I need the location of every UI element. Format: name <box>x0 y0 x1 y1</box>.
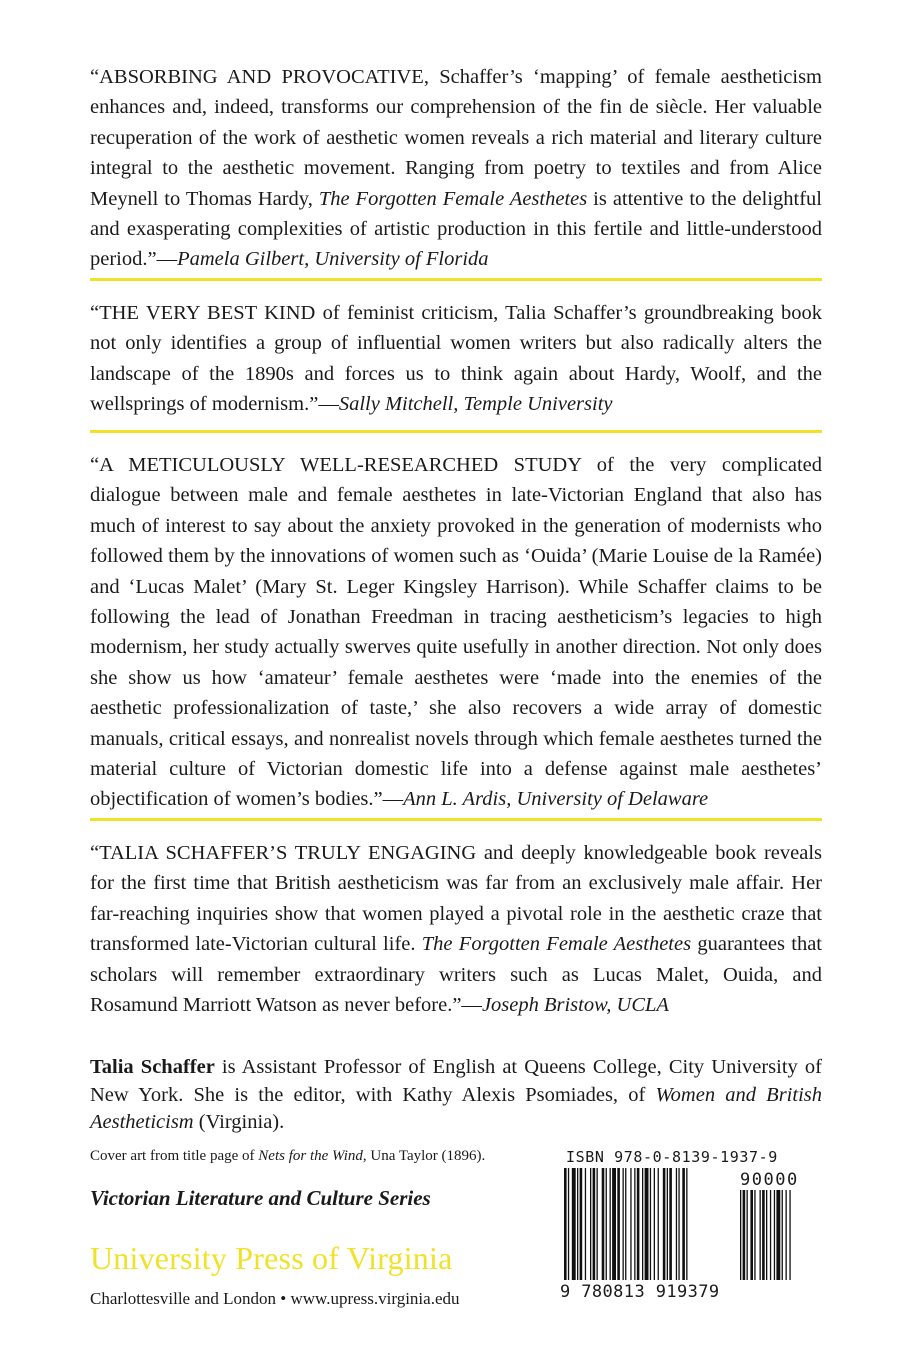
barcode-bar <box>740 1190 741 1280</box>
barcode-bar <box>623 1168 624 1280</box>
barcode-bar <box>786 1190 787 1280</box>
barcode-bar <box>654 1168 655 1280</box>
barcode-bar <box>593 1168 596 1280</box>
blurb-mitchell: “THE VERY BEST KIND of feminist criticism, Talia Schaffer’s groundbreaking book not only identifies a group of influential women writers but also radically alters the landscape of the 1890s and forces us to think again about Hardy, Woolf, and the wellsprings of modernism.”—Sally Mitchell, Temple University <box>90 302 822 416</box>
barcode-bar <box>634 1168 635 1280</box>
barcode-bar <box>686 1168 687 1280</box>
barcode-bar <box>572 1168 576 1280</box>
barcode-bar <box>774 1190 775 1280</box>
blurb-ardis: “A METICULOUSLY WELL-RESEARCHED STUDY of the very complicated dialogue between male and female aesthetes in late-Victorian England that also has much of interest to say about the anxiety provoked in the generation of modernists who followed them by the innovations of women such as ‘Ouida’ (Marie Louise de la Ramée) and ‘Lucas Malet’ (Mary St. Leger Kingsley Harrison). While Schaffer claims to be following the lead of Jonathan Freedman in tracing aestheticism’s legacies to high modernism, her study actually swerves quite usefully in another direction. Not only does she show us how ‘amateur’ female aesthetes were ‘made into the enemies of the aesthetic professionalization of taste,’ she also recovers a wide array of domestic manuals, critical essays, and nonrealist novels through which female aesthetes turned the material culture of Victorian domestic life into a defense against male aesthetes’ objectification of women’s bodies.”—Ann L. Ardis, University of Delaware <box>90 454 822 811</box>
blurb-gilbert: “ABSORBING AND PROVOCATIVE, Schaffer’s ‘mapping’ of female aestheticism enhances and, indeed, transforms our comprehension of the fin de siècle. Her valuable recuperation of the work of aesthetic women reveals a rich material and literary culture integral to the aesthetic movement. Ranging from poetry to textiles and from Alice Meynell to Thomas Hardy, The Forgotten Female Aesthetes is attentive to the delightful and exasperating complexities of artistic production in this fertile and little-understood period.”—Pamela Gilbert, University of Florida <box>90 66 822 271</box>
barcode-bar <box>789 1190 790 1280</box>
barcode-bar <box>617 1168 620 1280</box>
blurb-bristow: “TALIA SCHAFFER’S TRULY ENGAGING and deeply knowledgeable book reveals for the first time that British aestheticism was far from an exclusively male affair. Her far-reaching inquiries show that women played a pivotal role in the aesthetic craze that transformed late-Victorian cultural life. The Forgotten Female Aesthetes guarantees that scholars will remember extraordinary writers such as Lucas Malet, Ouida, and Rosamund Marriott Watson as never before.”—Joseph Bristow, UCLA <box>90 842 822 1017</box>
author-bio: Talia Schaffer is Assistant Professor of English at Queens College, City University of New York. She is the editor, with Kathy Alexis Psomiades, of Women and British Aestheticism (Virginia). <box>90 1056 822 1133</box>
barcode-bar <box>577 1168 578 1280</box>
barcode-bar <box>645 1168 649 1280</box>
divider-rule <box>90 818 822 821</box>
isbn-label: ISBN 978-0-8139-1937-9 <box>566 1148 778 1166</box>
barcode-bar <box>760 1190 761 1280</box>
barcode-bar <box>776 1190 780 1280</box>
barcode-bar <box>625 1168 626 1280</box>
barcode-bar <box>564 1168 567 1280</box>
barcode-bar <box>642 1168 643 1280</box>
barcode-bar <box>682 1168 685 1280</box>
barcode-bar <box>676 1168 677 1280</box>
barcode-bar <box>754 1190 755 1280</box>
barcode-bar <box>630 1168 631 1280</box>
barcode-bar <box>663 1168 666 1280</box>
barcode-bar <box>658 1168 659 1280</box>
barcode-bar <box>612 1168 616 1280</box>
ean-digits: 9 780813 919379 <box>560 1282 720 1302</box>
barcode-bar <box>782 1190 783 1280</box>
barcode-bar <box>650 1168 651 1280</box>
barcode-bar <box>678 1168 679 1280</box>
barcode-bar <box>762 1190 765 1280</box>
barcode-bar <box>747 1190 748 1280</box>
barcode-bar <box>743 1190 746 1280</box>
barcode-bar <box>669 1168 672 1280</box>
barcode-bar <box>667 1168 668 1280</box>
barcode-bar <box>580 1168 583 1280</box>
divider-rule <box>90 430 822 433</box>
barcode-bar <box>568 1168 569 1280</box>
barcode-bar <box>766 1190 767 1280</box>
series-title: Victorian Literature and Culture Series <box>90 1186 431 1210</box>
barcode-bar <box>750 1190 753 1280</box>
barcode-bar <box>590 1168 591 1280</box>
barcode-bar <box>602 1168 605 1280</box>
price-code: 90000 <box>740 1170 799 1190</box>
barcode-bar <box>770 1190 771 1280</box>
barcode-bar <box>606 1168 607 1280</box>
divider-rule <box>90 278 822 281</box>
publisher-location: Charlottesville and London • www.upress.virginia.edu <box>90 1289 460 1308</box>
barcode-bar <box>610 1168 611 1280</box>
publisher-name: University Press of Virginia <box>90 1240 453 1276</box>
barcode-bar <box>637 1168 640 1280</box>
cover-art-credit: Cover art from title page of Nets for the Wind, Una Taylor (1896). <box>90 1148 486 1164</box>
barcode-bar <box>597 1168 598 1280</box>
barcode-bar <box>585 1168 586 1280</box>
